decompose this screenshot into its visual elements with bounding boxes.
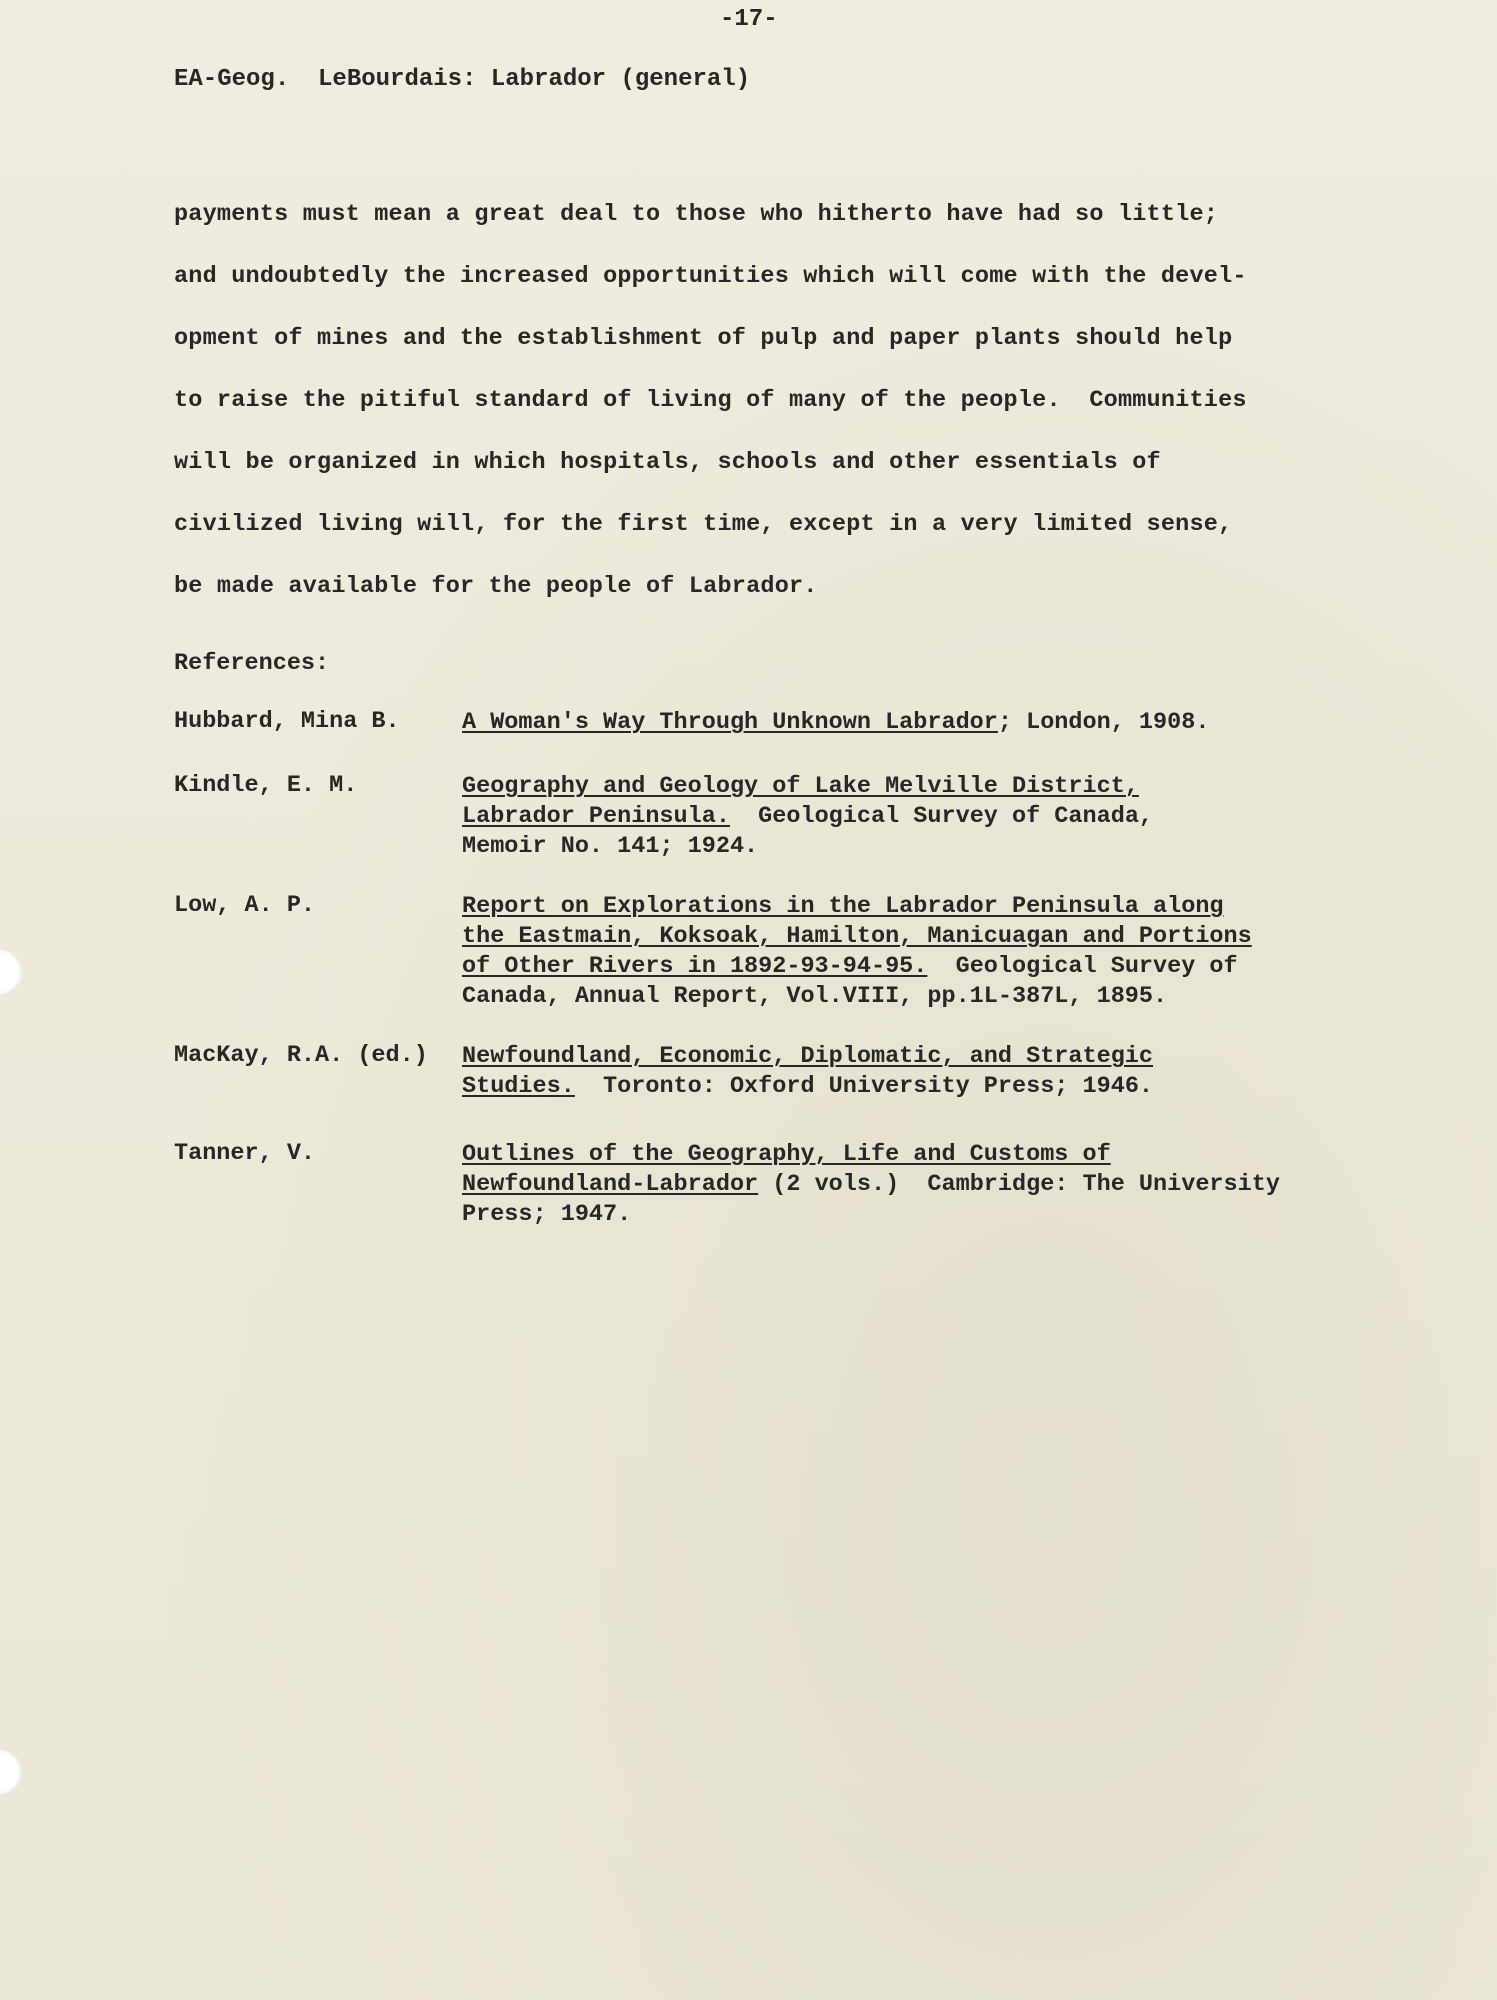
citation-title: Outlines of the Geography, Life and Customs of xyxy=(462,1141,1111,1168)
punch-hole xyxy=(0,1750,22,1794)
citation-text: Geological Survey of xyxy=(927,953,1238,980)
citation-line xyxy=(462,892,1382,922)
citation-text: (2 vols.) Cambridge: The University xyxy=(758,1171,1280,1198)
body-line: civilized living will, for the first time, except in a very limited sense, xyxy=(174,511,1233,538)
citation-title: Report on Explorations in the Labrador Peninsula along xyxy=(462,893,1224,920)
citation-line xyxy=(462,832,1382,862)
reference-citation xyxy=(462,892,1382,1012)
punch-hole xyxy=(0,950,22,994)
body-line: payments must mean a great deal to those who hitherto have had so little; xyxy=(174,201,1219,228)
citation-line xyxy=(462,952,1382,982)
citation-line xyxy=(462,982,1382,1012)
reference-author: Low, A. P. xyxy=(174,892,316,919)
citation-text: Toronto: Oxford University Press; 1946. xyxy=(574,1073,1154,1100)
citation-line xyxy=(462,1072,1382,1102)
reference-author: Kindle, E. M. xyxy=(174,772,358,799)
citation-line xyxy=(462,922,1382,952)
citation-title: Geography and Geology of Lake Melville District, xyxy=(462,773,1139,800)
citation-title: Labrador Peninsula. xyxy=(462,803,730,830)
body-line: be made available for the people of Labrador. xyxy=(174,573,818,600)
reference-author: MacKay, R.A. (ed.) xyxy=(174,1042,428,1069)
citation-text: Canada, Annual Report, Vol.VIII, pp.1L-387L, 1895. xyxy=(462,983,1168,1010)
citation-title: Studies. xyxy=(462,1073,575,1100)
citation-text: Geological Survey of Canada, xyxy=(729,803,1154,830)
body-line: will be organized in which hospitals, schools and other essentials of xyxy=(174,449,1161,476)
body-line: opment of mines and the establishment of pulp and paper plants should help xyxy=(174,325,1233,352)
citation-text: Press; 1947. xyxy=(462,1201,632,1228)
citation-title: of Other Rivers in 1892-93-94-95. xyxy=(462,953,928,980)
references-heading: References: xyxy=(174,650,330,677)
citation-line xyxy=(462,1170,1382,1200)
reference-citation xyxy=(462,772,1382,862)
reference-citation xyxy=(462,1042,1382,1102)
citation-title: Newfoundland, Economic, Diplomatic, and Strategic xyxy=(462,1043,1154,1070)
citation-line xyxy=(462,1042,1382,1072)
citation-title: the Eastmain, Koksoak, Hamilton, Manicuagan and Portions xyxy=(462,923,1252,950)
citation-line xyxy=(462,1200,1382,1230)
document-header: EA-Geog. LeBourdais: Labrador (general) xyxy=(174,66,751,93)
body-line: and undoubtedly the increased opportunities which will come with the devel- xyxy=(174,263,1247,290)
reference-citation xyxy=(462,1140,1382,1230)
page-number: -17- xyxy=(720,6,778,33)
citation-line xyxy=(462,1140,1382,1170)
body-paragraph xyxy=(174,184,1334,618)
citation-line xyxy=(462,708,1382,738)
citation-text: Memoir No. 141; 1924. xyxy=(462,833,759,860)
reference-citation xyxy=(462,708,1382,738)
citation-title: Newfoundland-Labrador xyxy=(462,1171,759,1198)
body-line: to raise the pitiful standard of living of many of the people. Communities xyxy=(174,387,1247,414)
citation-title: A Woman's Way Through Unknown Labrador xyxy=(462,709,998,736)
reference-author: Hubbard, Mina B. xyxy=(174,708,400,735)
citation-text: ; London, 1908. xyxy=(997,709,1210,736)
citation-line xyxy=(462,772,1382,802)
citation-line xyxy=(462,802,1382,832)
reference-author: Tanner, V. xyxy=(174,1140,316,1167)
